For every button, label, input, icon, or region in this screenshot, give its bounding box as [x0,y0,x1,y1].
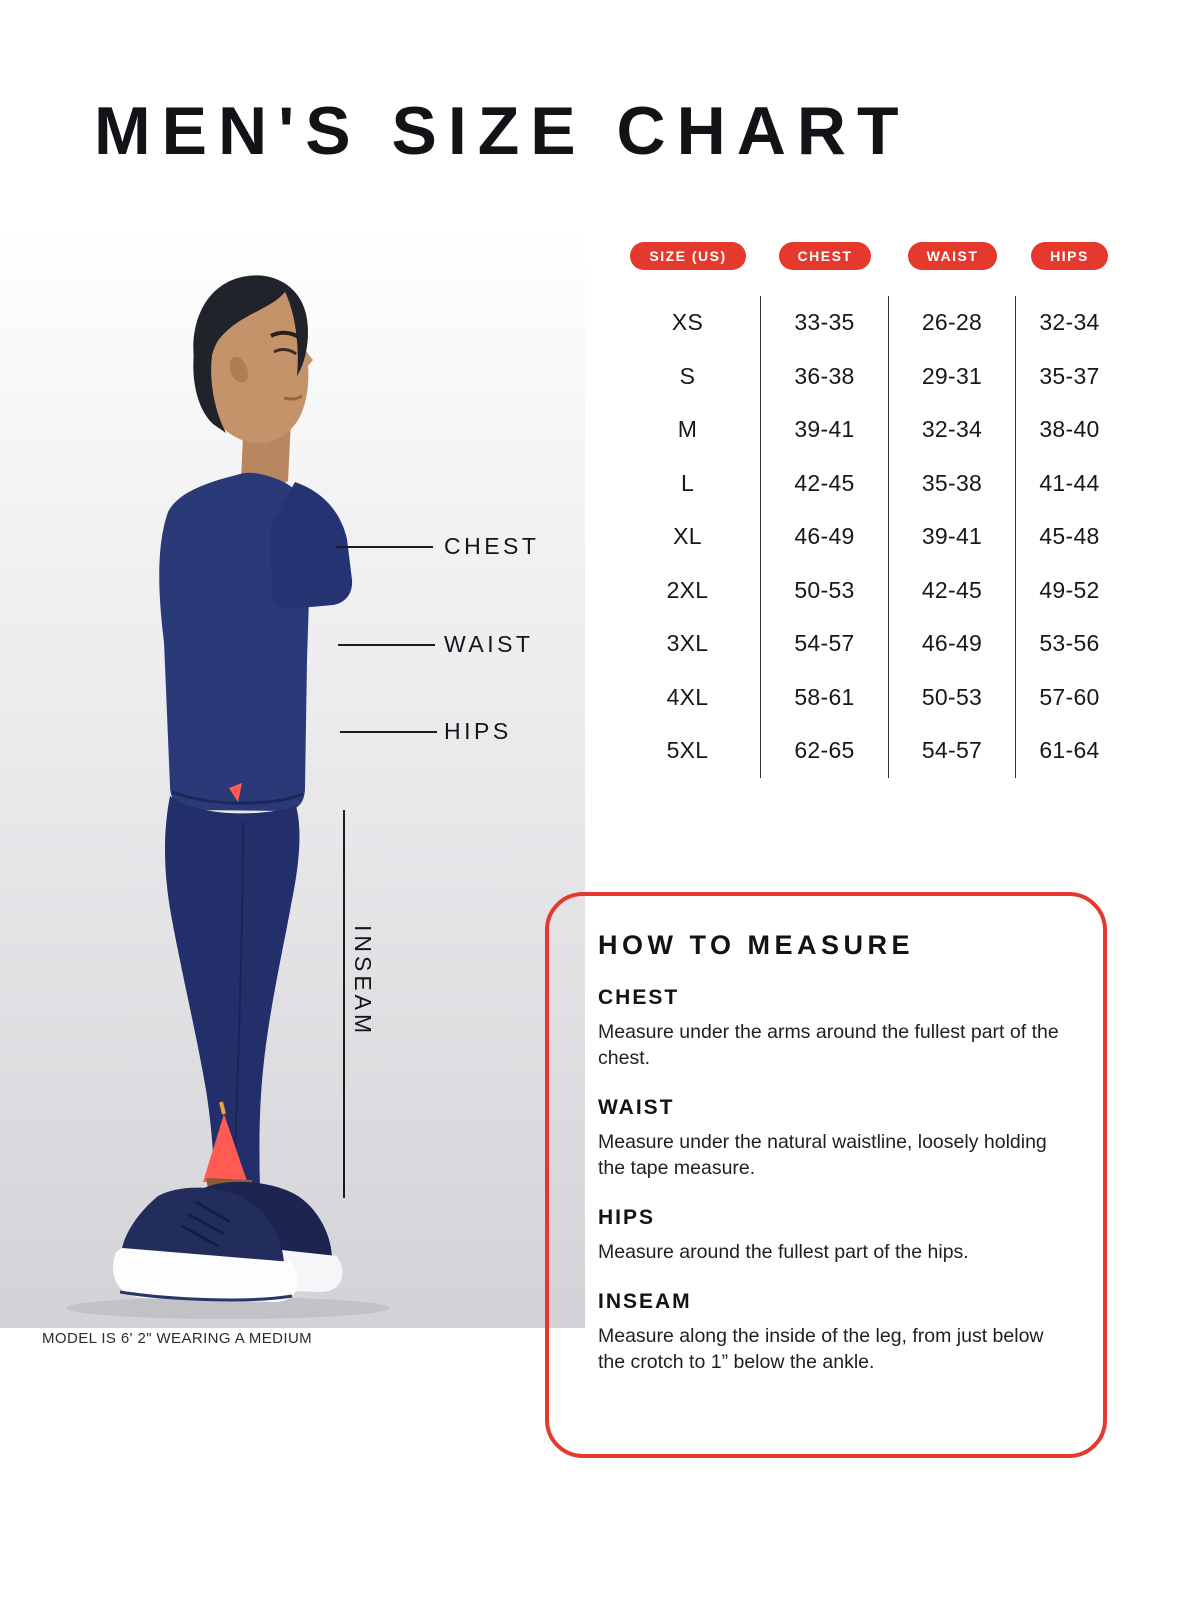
hips-cell: 61-64 [1039,737,1100,764]
measure-section-waist [598,1096,1063,1181]
hips-cell: 45-48 [1039,523,1100,550]
waist-cell: 26-28 [889,296,1016,350]
chest-cell: 50-53 [761,564,889,618]
chest-cell: 33-35 [761,296,889,350]
inseam-label: INSEAM [350,925,376,1038]
size-cell: S [615,350,761,404]
hips-label: HIPS [444,718,512,744]
hips-cell: 49-52 [1039,576,1100,603]
measure-text-inseam: Measure along the inside of the leg, from just below the crotch to 1” below the ankle. [598,1325,1044,1373]
waist-cell: 50-53 [889,671,1016,725]
size-cell: M [615,403,761,457]
waist-header-badge: WAIST [908,242,998,270]
measure-section-hips [598,1206,1063,1265]
chest-cell: 58-61 [761,671,889,725]
how-to-measure-box [545,892,1107,1458]
size-header-cell [615,238,761,296]
hips-cell: 41-44 [1039,469,1100,496]
hips-cell: 57-60 [1039,683,1100,710]
how-to-measure-title: HOW TO MEASURE [598,930,915,960]
chest-cell: 36-38 [761,350,889,404]
waist-cell: 46-49 [889,617,1016,671]
page-title: MEN'S SIZE CHART [94,93,910,169]
waist-pointer-line [338,644,435,646]
hips-header-badge: HIPS [1031,242,1108,270]
chest-cell: 46-49 [761,510,889,564]
waist-header-cell [889,238,1016,296]
hips-cell: 53-56 [1039,630,1100,657]
size-cell: XL [615,510,761,564]
hips-header-cell [1016,238,1123,296]
chest-header-cell [761,238,889,296]
hips-cell: 35-37 [1039,362,1100,389]
chest-cell: 54-57 [761,617,889,671]
chest-cell: 39-41 [761,403,889,457]
size-cell: 4XL [615,671,761,725]
size-cell: L [615,457,761,511]
waist-cell: 35-38 [889,457,1016,511]
waist-cell: 32-34 [889,403,1016,457]
measure-section-inseam [598,1290,1063,1375]
waist-cell: 54-57 [889,724,1016,778]
size-cell: XS [615,296,761,350]
inseam-pointer-line [343,810,345,1198]
measure-heading-chest: CHEST [598,986,680,1009]
measure-text-waist: Measure under the natural waistline, loosely holding the tape measure. [598,1131,1047,1179]
waist-cell: 42-45 [889,564,1016,618]
measure-heading-hips: HIPS [598,1206,656,1229]
measure-text-hips: Measure around the fullest part of the hips. [598,1241,969,1263]
hips-pointer-line [340,731,437,733]
size-cell: 3XL [615,617,761,671]
waist-label: WAIST [444,631,534,657]
hips-cell: 38-40 [1039,416,1100,443]
chest-cell: 62-65 [761,724,889,778]
size-cell: 5XL [615,724,761,778]
model-pants [165,796,300,1190]
model-caption: MODEL IS 6' 2" WEARING A MEDIUM [42,1330,313,1347]
hips-cell: 32-34 [1039,309,1100,336]
chest-pointer-line [336,546,433,548]
measure-heading-inseam: INSEAM [598,1290,692,1313]
waist-cell: 29-31 [889,350,1016,404]
size-header-badge: SIZE (US) [630,242,745,270]
chest-header-badge: CHEST [779,242,872,270]
measure-section-chest [598,986,1063,1071]
model-illustration [0,230,585,1328]
measure-heading-waist: WAIST [598,1096,675,1119]
model-photo [0,230,585,1328]
size-table [615,238,1123,778]
measure-text-chest: Measure under the arms around the fullest part of the chest. [598,1021,1059,1069]
chest-label: CHEST [444,533,540,559]
chest-cell: 42-45 [761,457,889,511]
size-cell: 2XL [615,564,761,618]
waist-cell: 39-41 [889,510,1016,564]
